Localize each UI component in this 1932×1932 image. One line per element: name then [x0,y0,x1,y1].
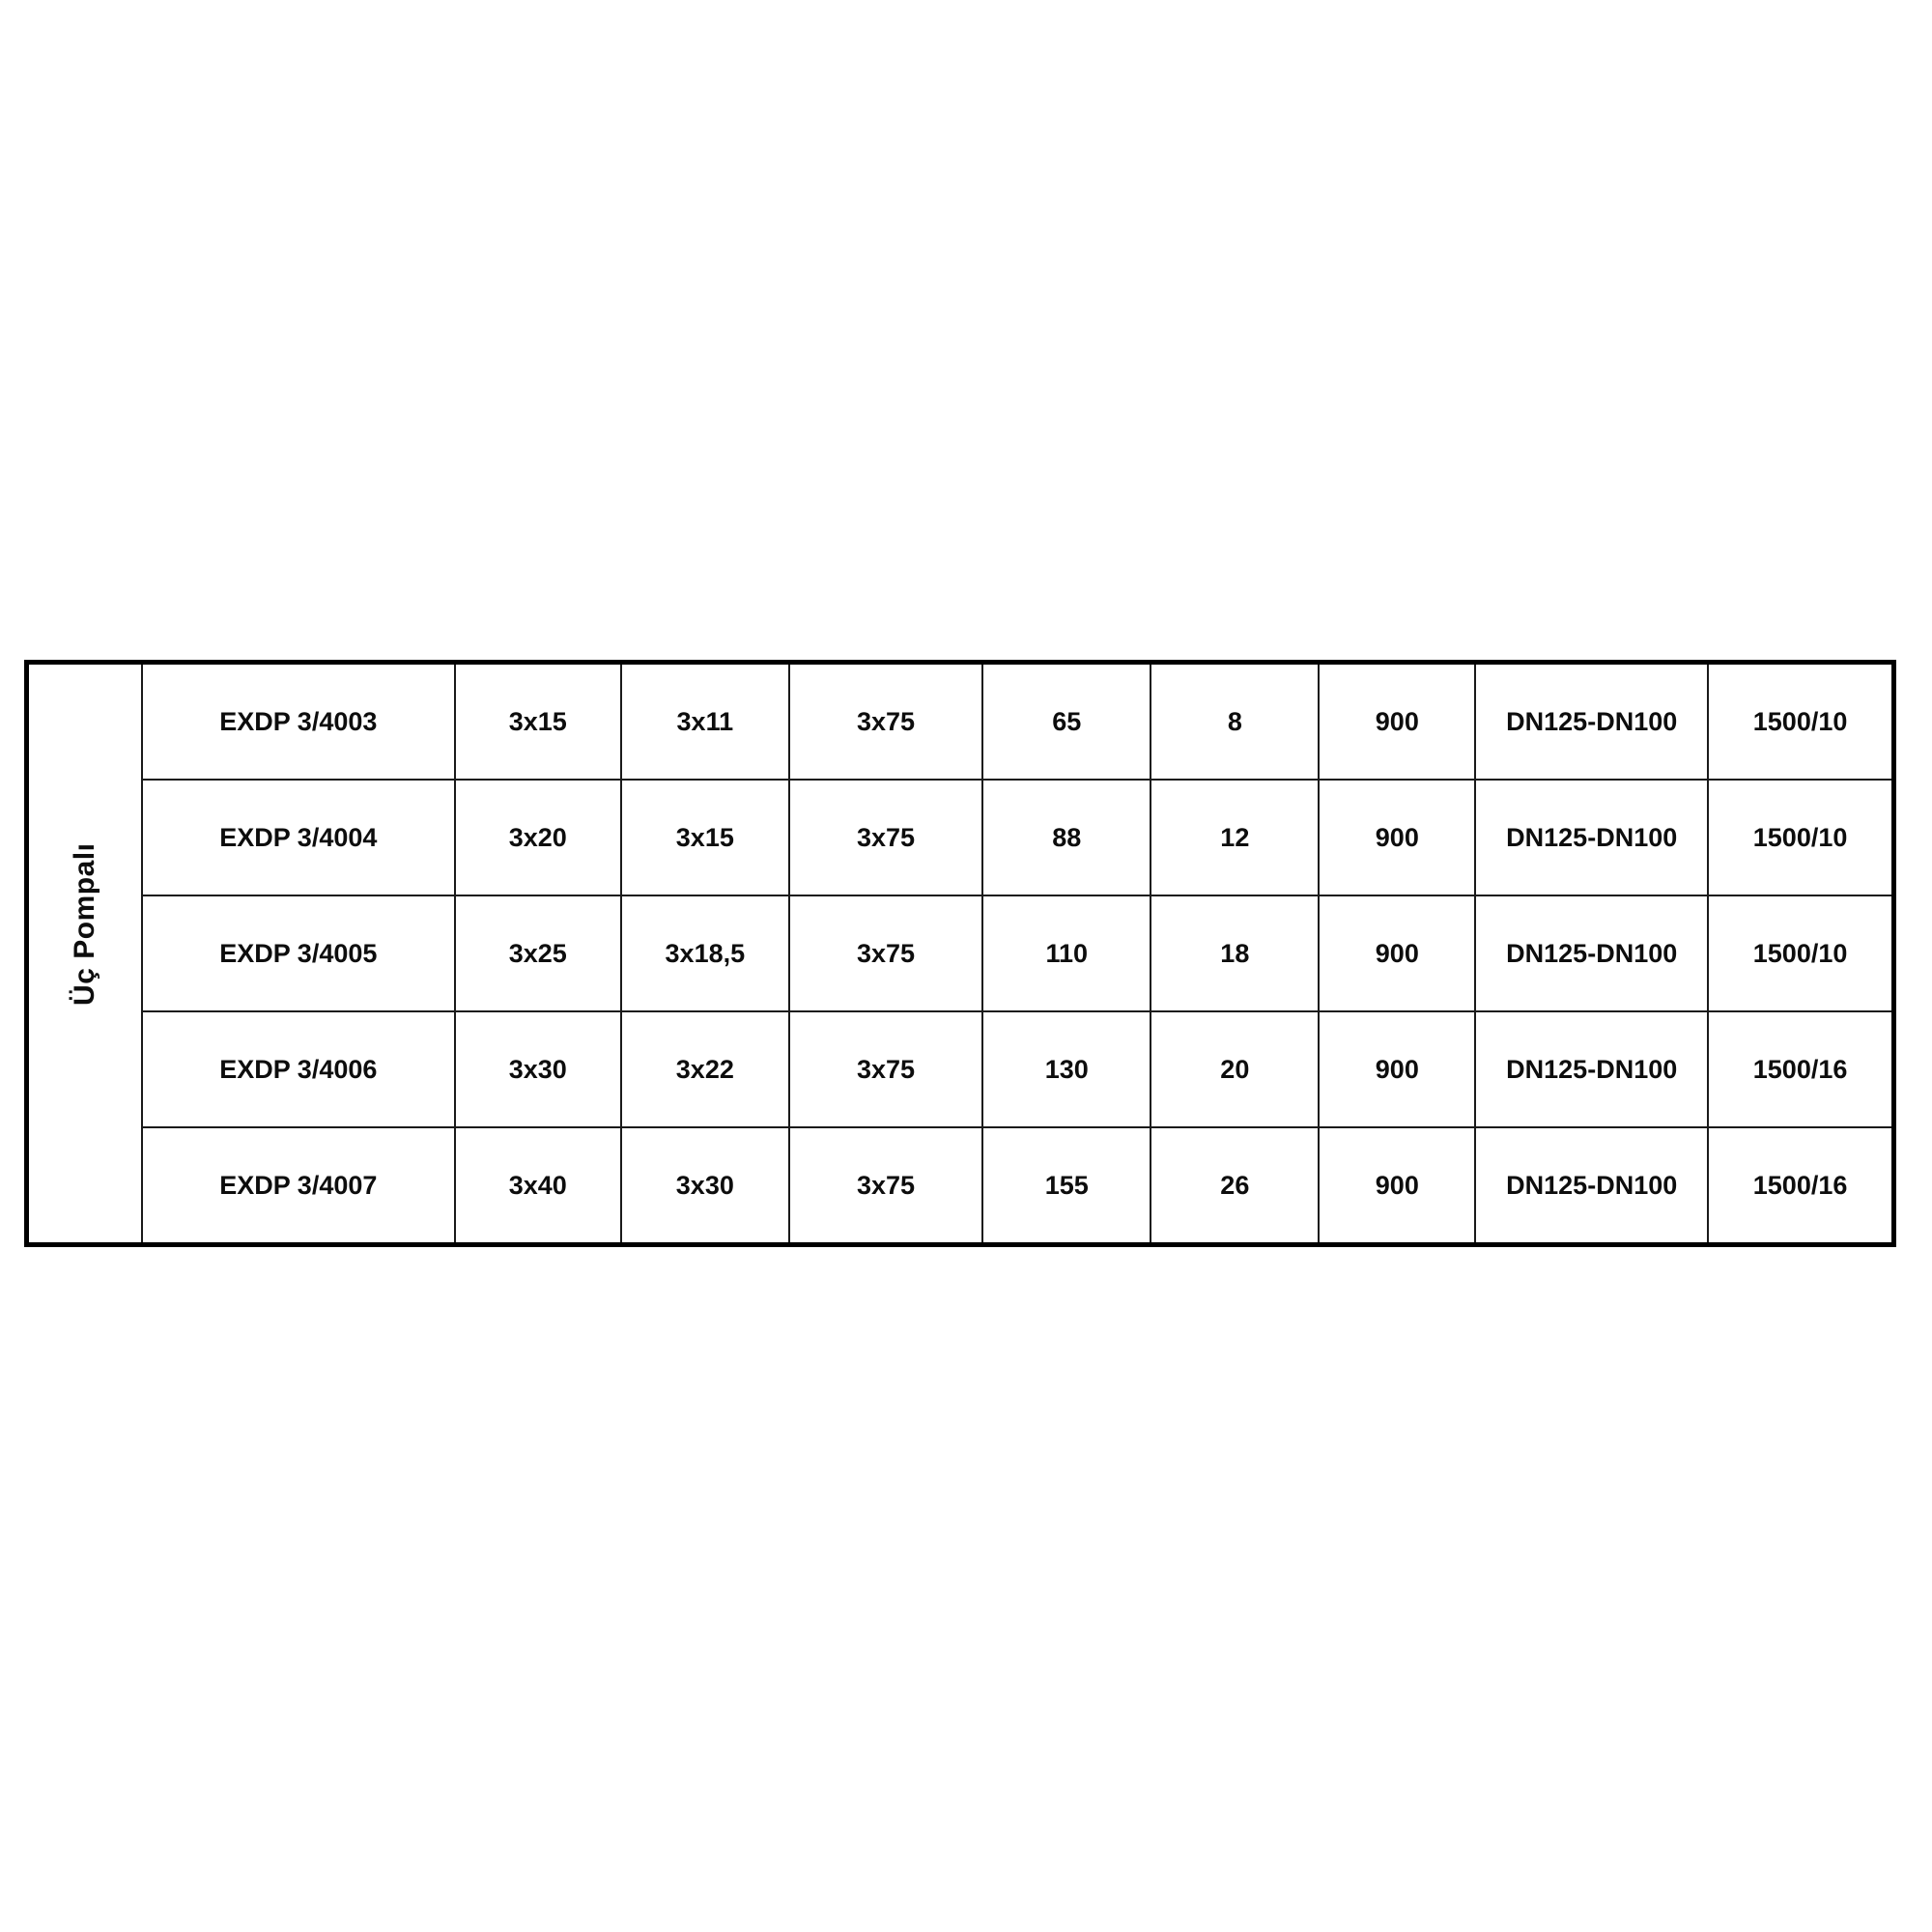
row-group-label-text: Üç Pompalı [68,842,100,1006]
cell-q: 155 [982,1127,1151,1245]
cell-jockey: 3x75 [789,780,982,895]
cell-jockey: 3x75 [789,1011,982,1127]
cell-pn: 1500/10 [1708,895,1893,1011]
cell-q: 88 [982,780,1151,895]
cell-kw-total: 3x25 [455,895,621,1011]
cell-rpm: 900 [1319,780,1475,895]
cell-pn: 1500/10 [1708,663,1893,781]
table-row [27,780,1894,895]
cell-kw-motor: 3x11 [621,663,789,781]
cell-dn: DN125-DN100 [1475,1011,1708,1127]
cell-model: EXDP 3/4004 [142,780,455,895]
cell-kw-motor: 3x30 [621,1127,789,1245]
table-row [27,1127,1894,1245]
cell-dn: DN125-DN100 [1475,663,1708,781]
table-body [27,663,1894,1245]
cell-jockey: 3x75 [789,895,982,1011]
cell-kw-total: 3x20 [455,780,621,895]
cell-kw-total: 3x30 [455,1011,621,1127]
cell-kw-motor: 3x18,5 [621,895,789,1011]
cell-pn: 1500/16 [1708,1011,1893,1127]
cell-h: 20 [1151,1011,1319,1127]
cell-model: EXDP 3/4003 [142,663,455,781]
cell-h: 8 [1151,663,1319,781]
table-row [27,895,1894,1011]
pump-specification-table [24,660,1896,1247]
spec-table-container [24,660,1896,1247]
row-group-label [27,663,142,1245]
cell-h: 18 [1151,895,1319,1011]
cell-rpm: 900 [1319,1127,1475,1245]
cell-model: EXDP 3/4007 [142,1127,455,1245]
cell-pn: 1500/16 [1708,1127,1893,1245]
cell-rpm: 900 [1319,895,1475,1011]
cell-q: 65 [982,663,1151,781]
cell-dn: DN125-DN100 [1475,895,1708,1011]
cell-dn: DN125-DN100 [1475,780,1708,895]
table-row [27,1011,1894,1127]
cell-kw-motor: 3x15 [621,780,789,895]
cell-h: 26 [1151,1127,1319,1245]
cell-h: 12 [1151,780,1319,895]
cell-kw-total: 3x15 [455,663,621,781]
cell-rpm: 900 [1319,1011,1475,1127]
cell-pn: 1500/10 [1708,780,1893,895]
cell-q: 130 [982,1011,1151,1127]
cell-jockey: 3x75 [789,663,982,781]
cell-kw-motor: 3x22 [621,1011,789,1127]
cell-jockey: 3x75 [789,1127,982,1245]
cell-rpm: 900 [1319,663,1475,781]
cell-q: 110 [982,895,1151,1011]
table-row [27,663,1894,781]
cell-dn: DN125-DN100 [1475,1127,1708,1245]
cell-model: EXDP 3/4006 [142,1011,455,1127]
cell-model: EXDP 3/4005 [142,895,455,1011]
cell-kw-total: 3x40 [455,1127,621,1245]
